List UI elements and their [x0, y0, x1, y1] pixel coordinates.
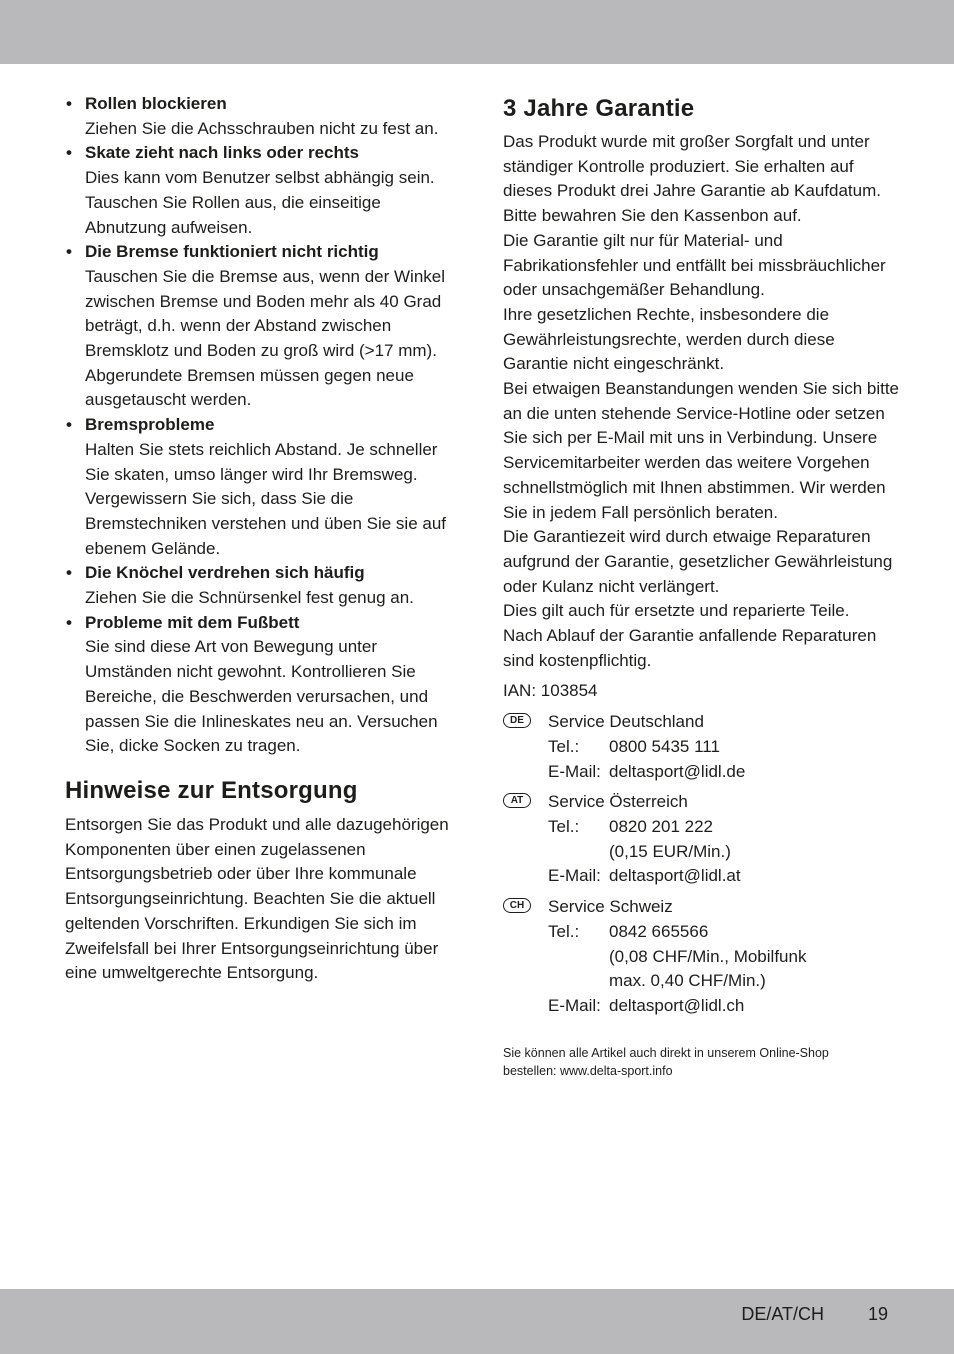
email-address: deltasport@lidl.at — [609, 866, 741, 886]
warranty-paragraph: Bei etwaigen Beanstandungen wenden Sie sich bitte an die unten stehende Service-Hotline oder setzen Sie sich per E-Mail mit uns in Verbindung. Unsere Servicemitarbeiter werden das weitere Vorgehen schnellstmöglich mit Ihnen abstimmen. Wir werden Sie in jedem Fall persönlich beraten. — [503, 379, 900, 522]
service-name: Service Österreich — [548, 792, 688, 812]
tel-label: Tel.: — [548, 816, 580, 836]
list-item — [65, 240, 455, 413]
list-item — [65, 413, 455, 561]
country-badge-ch-icon: CH — [503, 898, 531, 913]
header-band — [0, 0, 954, 64]
tel-label: Tel.: — [548, 736, 580, 756]
shop-note-line: Sie können alle Artikel auch direkt in unserem Online-Shop — [503, 1045, 829, 1060]
bullet-icon: • — [66, 242, 72, 262]
warranty-heading: 3 Jahre Garantie — [503, 95, 695, 122]
item-title: Die Knöchel verdrehen sich häufig — [85, 563, 365, 583]
email-label: E-Mail: — [548, 995, 601, 1015]
service-block-ch — [503, 895, 903, 1019]
item-title: Skate zieht nach links oder rechts — [85, 143, 359, 163]
tel-note: (0,15 EUR/Min.) — [609, 841, 731, 861]
shop-note-line: bestellen: www.delta-sport.info — [503, 1064, 673, 1079]
right-column — [503, 92, 903, 1081]
shop-note — [503, 1044, 903, 1081]
ian-number: IAN: 103854 — [503, 681, 598, 701]
tel-number: 0842 665566 — [609, 921, 709, 941]
tel-label: Tel.: — [548, 921, 580, 941]
list-item — [65, 561, 455, 610]
disposal-text: Entsorgen Sie das Produkt und alle dazugehörigen Komponenten über einen zugelassenen Entsorgungsbetrieb oder über Ihre kommunale Entsorgungseinrichtung. Beachten Sie die aktuell geltenden Vorschriften. Erkundigen Sie sich im Zweifelsfall bei Ihrer Entsorgungseinrichtung über eine umweltgerechte Entsorgung. — [65, 814, 449, 983]
service-name: Service Deutschland — [548, 712, 704, 732]
email-label: E-Mail: — [548, 761, 601, 781]
country-badge-de-icon: DE — [503, 713, 531, 728]
tel-note: (0,08 CHF/Min., Mobilfunk — [609, 946, 807, 966]
email-address: deltasport@lidl.de — [609, 761, 746, 781]
email-address: deltasport@lidl.ch — [609, 995, 745, 1015]
disposal-heading: Hinweise zur Entsorgung — [65, 776, 358, 804]
service-block-de — [503, 710, 903, 784]
item-title: Die Bremse funktioniert nicht richtig — [85, 242, 379, 262]
item-title: Rollen blockieren — [85, 94, 227, 113]
page-number: 19 — [868, 1304, 889, 1324]
item-text: Ziehen Sie die Schnürsenkel fest genug an. — [85, 588, 414, 608]
service-name: Service Schweiz — [548, 897, 673, 917]
footer-region-label: DE/AT/CH — [741, 1304, 824, 1324]
bullet-icon: • — [66, 143, 72, 163]
warranty-paragraph: Dies gilt auch für ersetzte und reparierte Teile. — [503, 601, 850, 621]
tel-number: 0800 5435 111 — [609, 736, 720, 756]
list-item — [65, 92, 455, 141]
item-text: Dies kann vom Benutzer selbst abhängig sein. Tauschen Sie Rollen aus, die einseitige Abnutzung aufweisen. — [85, 168, 435, 237]
warranty-paragraph: Nach Ablauf der Garantie anfallende Reparaturen sind kostenpflichtig. — [503, 626, 877, 670]
bullet-icon: • — [66, 563, 72, 583]
item-title: Bremsprobleme — [85, 415, 215, 435]
list-item — [65, 141, 455, 240]
email-label: E-Mail: — [548, 866, 601, 886]
bullet-icon: • — [66, 415, 72, 435]
item-text: Tauschen Sie die Bremse aus, wenn der Winkel zwischen Bremse und Boden mehr als 40 Grad beträgt, d.h. wenn der Abstand zwischen Bremsklotz und Boden zu groß wird (>17 mm). Abgerundete Bremsen müssen gegen neue ausgetauscht werden. — [85, 266, 446, 410]
item-text: Sie sind diese Art von Bewegung unter Umständen nicht gewohnt. Kontrollieren Sie Bereiche, die Beschwerden verursachen, und passen Sie die Inlineskates neu an. Versuchen Sie, dicke Socken zu tragen. — [85, 637, 438, 756]
item-text: Ziehen Sie die Achsschrauben nicht zu fest an. — [85, 118, 439, 138]
item-title: Probleme mit dem Fußbett — [85, 612, 300, 632]
list-item — [65, 611, 455, 759]
item-text: Halten Sie stets reichlich Abstand. Je schneller Sie skaten, umso länger wird Ihr Bremsweg. Vergewissern Sie sich, dass Sie die Bremstechniken verstehen und üben Sie sie auf ebenem Gelände. — [85, 439, 447, 558]
bullet-icon: • — [66, 94, 72, 113]
bullet-icon: • — [66, 612, 72, 632]
warranty-paragraph: Das Produkt wurde mit großer Sorgfalt und unter ständiger Kontrolle produziert. Sie erhalten auf dieses Produkt drei Jahre Garantie ab Kaufdatum. Bitte bewahren Sie den Kassenbon auf. — [503, 132, 881, 226]
warranty-paragraph: Die Garantiezeit wird durch etwaige Reparaturen aufgrund der Garantie, gesetzlicher Gewährleistung oder Kulanz nicht verlängert. — [503, 527, 893, 596]
tel-number: 0820 201 222 — [609, 816, 713, 836]
warranty-paragraph: Ihre gesetzlichen Rechte, insbesondere die Gewährleistungsrechte, werden durch diese Garantie nicht eingeschränkt. — [503, 304, 835, 374]
tel-note: max. 0,40 CHF/Min.) — [609, 971, 766, 991]
left-column — [65, 92, 455, 986]
warranty-paragraph: Die Garantie gilt nur für Material- und Fabrikationsfehler und entfällt bei missbräuchlicher oder unsachgemäßer Behandlung. — [503, 230, 886, 300]
service-block-at — [503, 790, 903, 889]
country-badge-at-icon: AT — [503, 793, 531, 808]
